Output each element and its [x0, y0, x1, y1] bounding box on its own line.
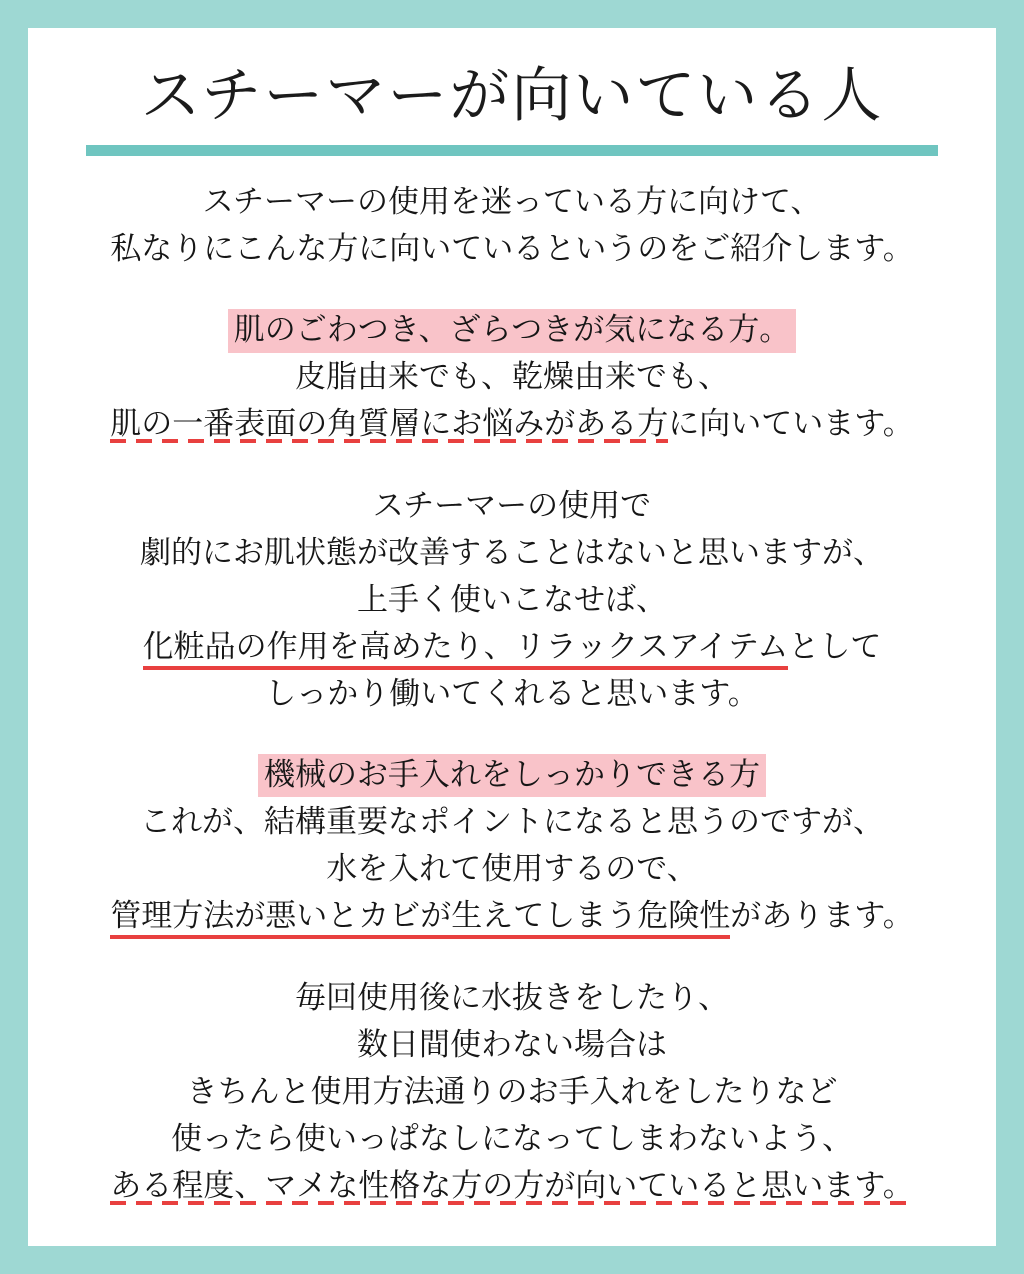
dashed-underline-text: ある程度、マメな性格な方の方が向いていると思います。: [110, 1167, 914, 1203]
section-line-4: [54, 623, 970, 670]
section-line-1: スチーマーの使用で: [372, 487, 652, 523]
highlighted-heading-text: 機械のお手入れをしっかりできる方: [258, 754, 766, 797]
solid-underline-text: 化粧品の作用を高めたり、リラックスアイテム: [143, 629, 789, 670]
dashed-underline-text: 肌の一番表面の角質層にお悩みがある方: [110, 406, 669, 442]
intro-paragraph: [54, 178, 970, 272]
section-steamer-usage: [54, 482, 970, 718]
section-line-3: [54, 892, 970, 939]
section-line-1: これが、結構重要なポイントになると思うのですが、: [140, 804, 884, 840]
title-underline-rule: [86, 145, 938, 156]
solid-underline-text: 管理方法が悪いとカビが生えてしまう危険性: [110, 898, 730, 939]
section-line-2: 水を入れて使用するので、: [326, 851, 698, 887]
document-page: [28, 28, 996, 1246]
highlighted-heading-text: 肌のごわつき、ざらつきが気になる方。: [228, 309, 796, 352]
section-line-4-tail: として: [788, 628, 882, 664]
section-line-5: しっかり働いてくれると思います。: [265, 675, 759, 711]
intro-line-1: スチーマーの使用を迷っている方に向けて、: [202, 184, 822, 219]
section-line-1: 皮脂由来でも、乾燥由来でも、: [295, 359, 729, 395]
section-heading: [54, 306, 970, 353]
section-line-2-tail: に向いています。: [668, 406, 914, 442]
section-line-2: 数日間使わない場合は: [357, 1026, 667, 1062]
section-skin-texture: [54, 306, 970, 447]
section-maintenance: [54, 751, 970, 939]
section-heading: [54, 751, 970, 798]
section-care-habits: [54, 974, 970, 1210]
section-line-2: [54, 400, 970, 447]
section-line-5: [54, 1162, 970, 1209]
page-title: スチーマーが向いている人: [140, 63, 884, 129]
section-line-2: 劇的にお肌状態が改善することはないと思いますが、: [140, 534, 884, 570]
section-line-1: 毎回使用後に水抜きをしたり、: [295, 979, 729, 1015]
section-line-3: きちんと使用方法通りのお手入れをしたりなど: [186, 1073, 838, 1109]
section-line-3-tail: があります。: [730, 898, 914, 934]
section-line-3: 上手く使いこなせば、: [357, 581, 667, 617]
intro-line-2: 私なりにこんな方に向いているというのをご紹介します。: [110, 231, 914, 267]
section-line-4: 使ったら使いっぱなしになってしまわないよう、: [171, 1120, 853, 1156]
